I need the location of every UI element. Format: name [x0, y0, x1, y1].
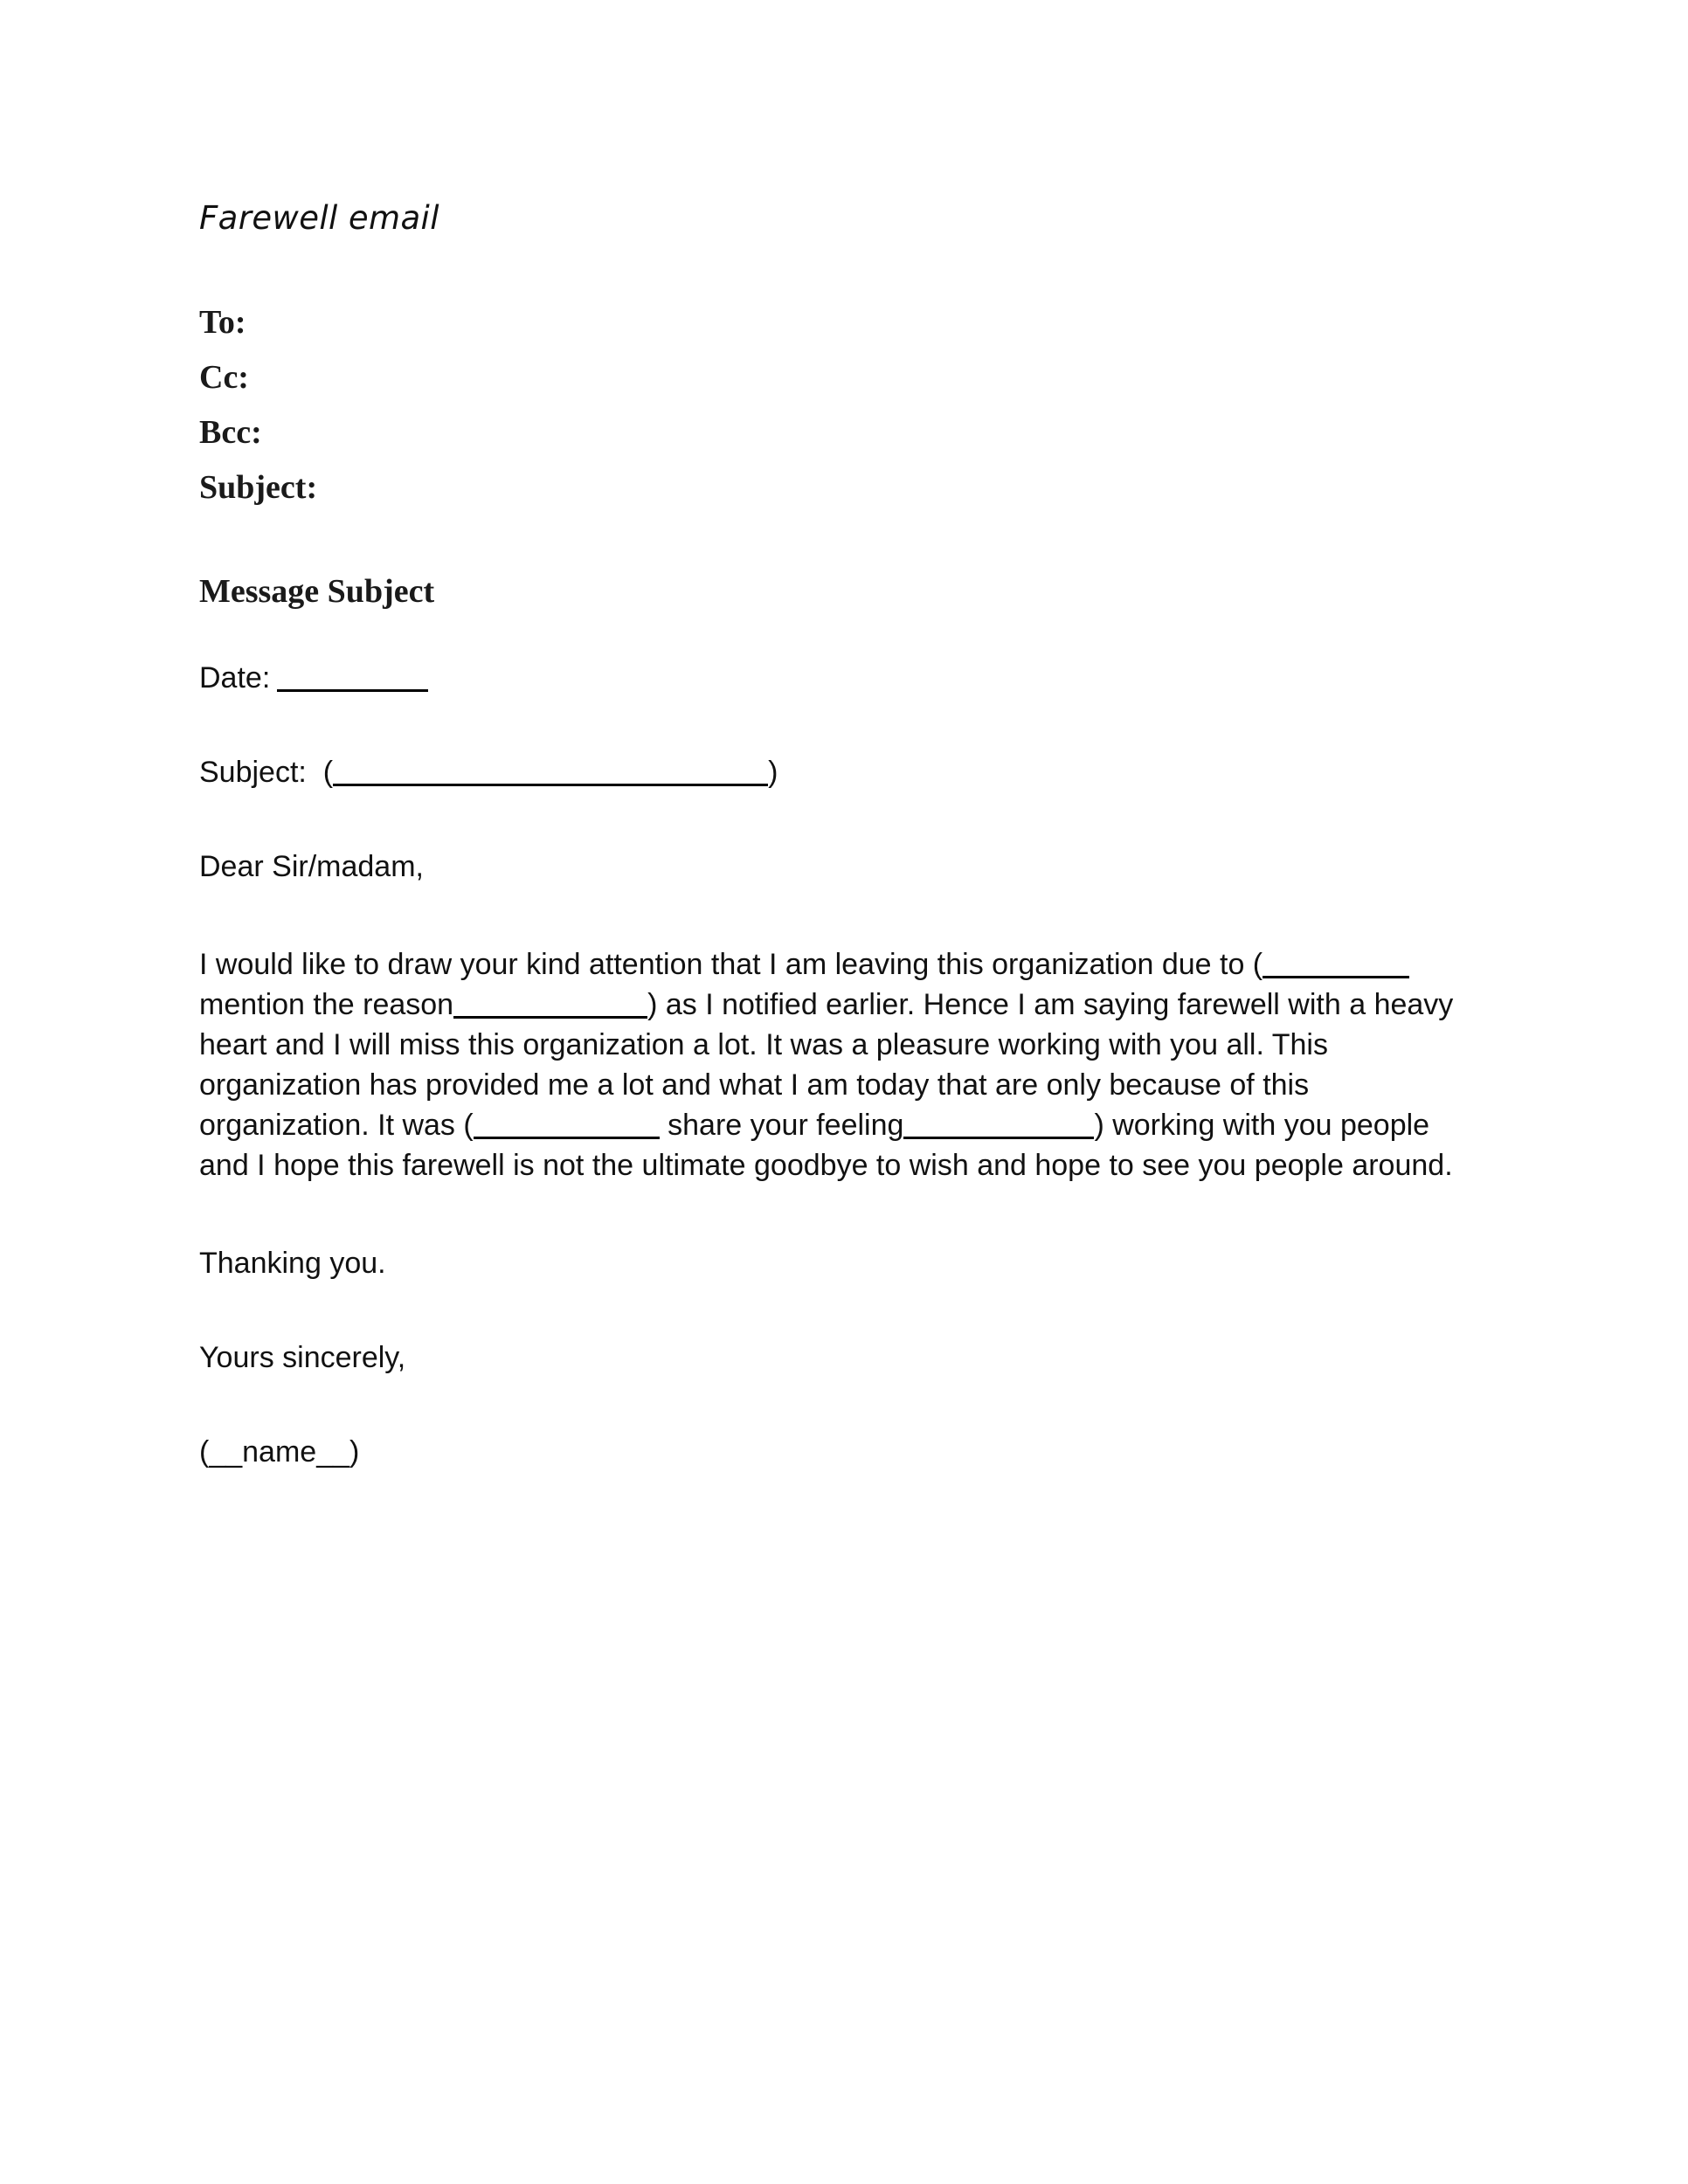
date-line [199, 658, 1492, 698]
thanking-line: Thanking you. [199, 1247, 386, 1280]
signature-placeholder[interactable]: (__name__) [199, 1435, 360, 1469]
field-label-subject: Subject: [199, 469, 318, 506]
field-label-cc: Cc: [199, 359, 249, 396]
body-segment-2: mention the reason [199, 988, 454, 1021]
subject-line [199, 752, 1492, 792]
reason-blank-field-2[interactable] [453, 1016, 647, 1019]
body-segment-4: share your feeling [659, 1109, 904, 1142]
date-label: Date: [199, 661, 271, 695]
letter-body-paragraph [199, 944, 1466, 1185]
subject-label: Subject: [199, 756, 307, 789]
subject-blank-field[interactable] [333, 784, 768, 786]
subject-open-paren: ( [322, 756, 334, 789]
body-segment-5: ) working with you people and I hope this farewell is not the ultimate goodbye to wish and hope to see you people around. [199, 1109, 1453, 1182]
body-segment-1: I would like to draw your kind attention that I am leaving this organization due to ( [199, 948, 1263, 981]
feeling-blank-field-1[interactable] [474, 1137, 660, 1139]
body-segment-3: ) as I notified earlier. Hence I am saying farewell with a heavy heart and I will miss this organization a lot. It was a pleasure working with you all. This organization has provided me a lot and what I am today that are only because of this organization. It was ( [199, 988, 1454, 1142]
field-label-bcc: Bcc: [199, 414, 262, 451]
field-label-to: To: [199, 304, 246, 341]
subject-close-paren: ) [768, 756, 778, 789]
page-title: Farewell email [199, 199, 439, 237]
date-blank-field[interactable] [277, 689, 428, 692]
salutation: Dear Sir/madam, [199, 850, 424, 883]
feeling-blank-field-2[interactable] [903, 1137, 1094, 1139]
closing-line: Yours sincerely, [199, 1341, 406, 1374]
message-subject-heading: Message Subject [199, 573, 435, 610]
email-header-fields [199, 295, 1492, 515]
reason-blank-field-1[interactable] [1263, 976, 1409, 978]
document-body [199, 199, 1492, 1472]
